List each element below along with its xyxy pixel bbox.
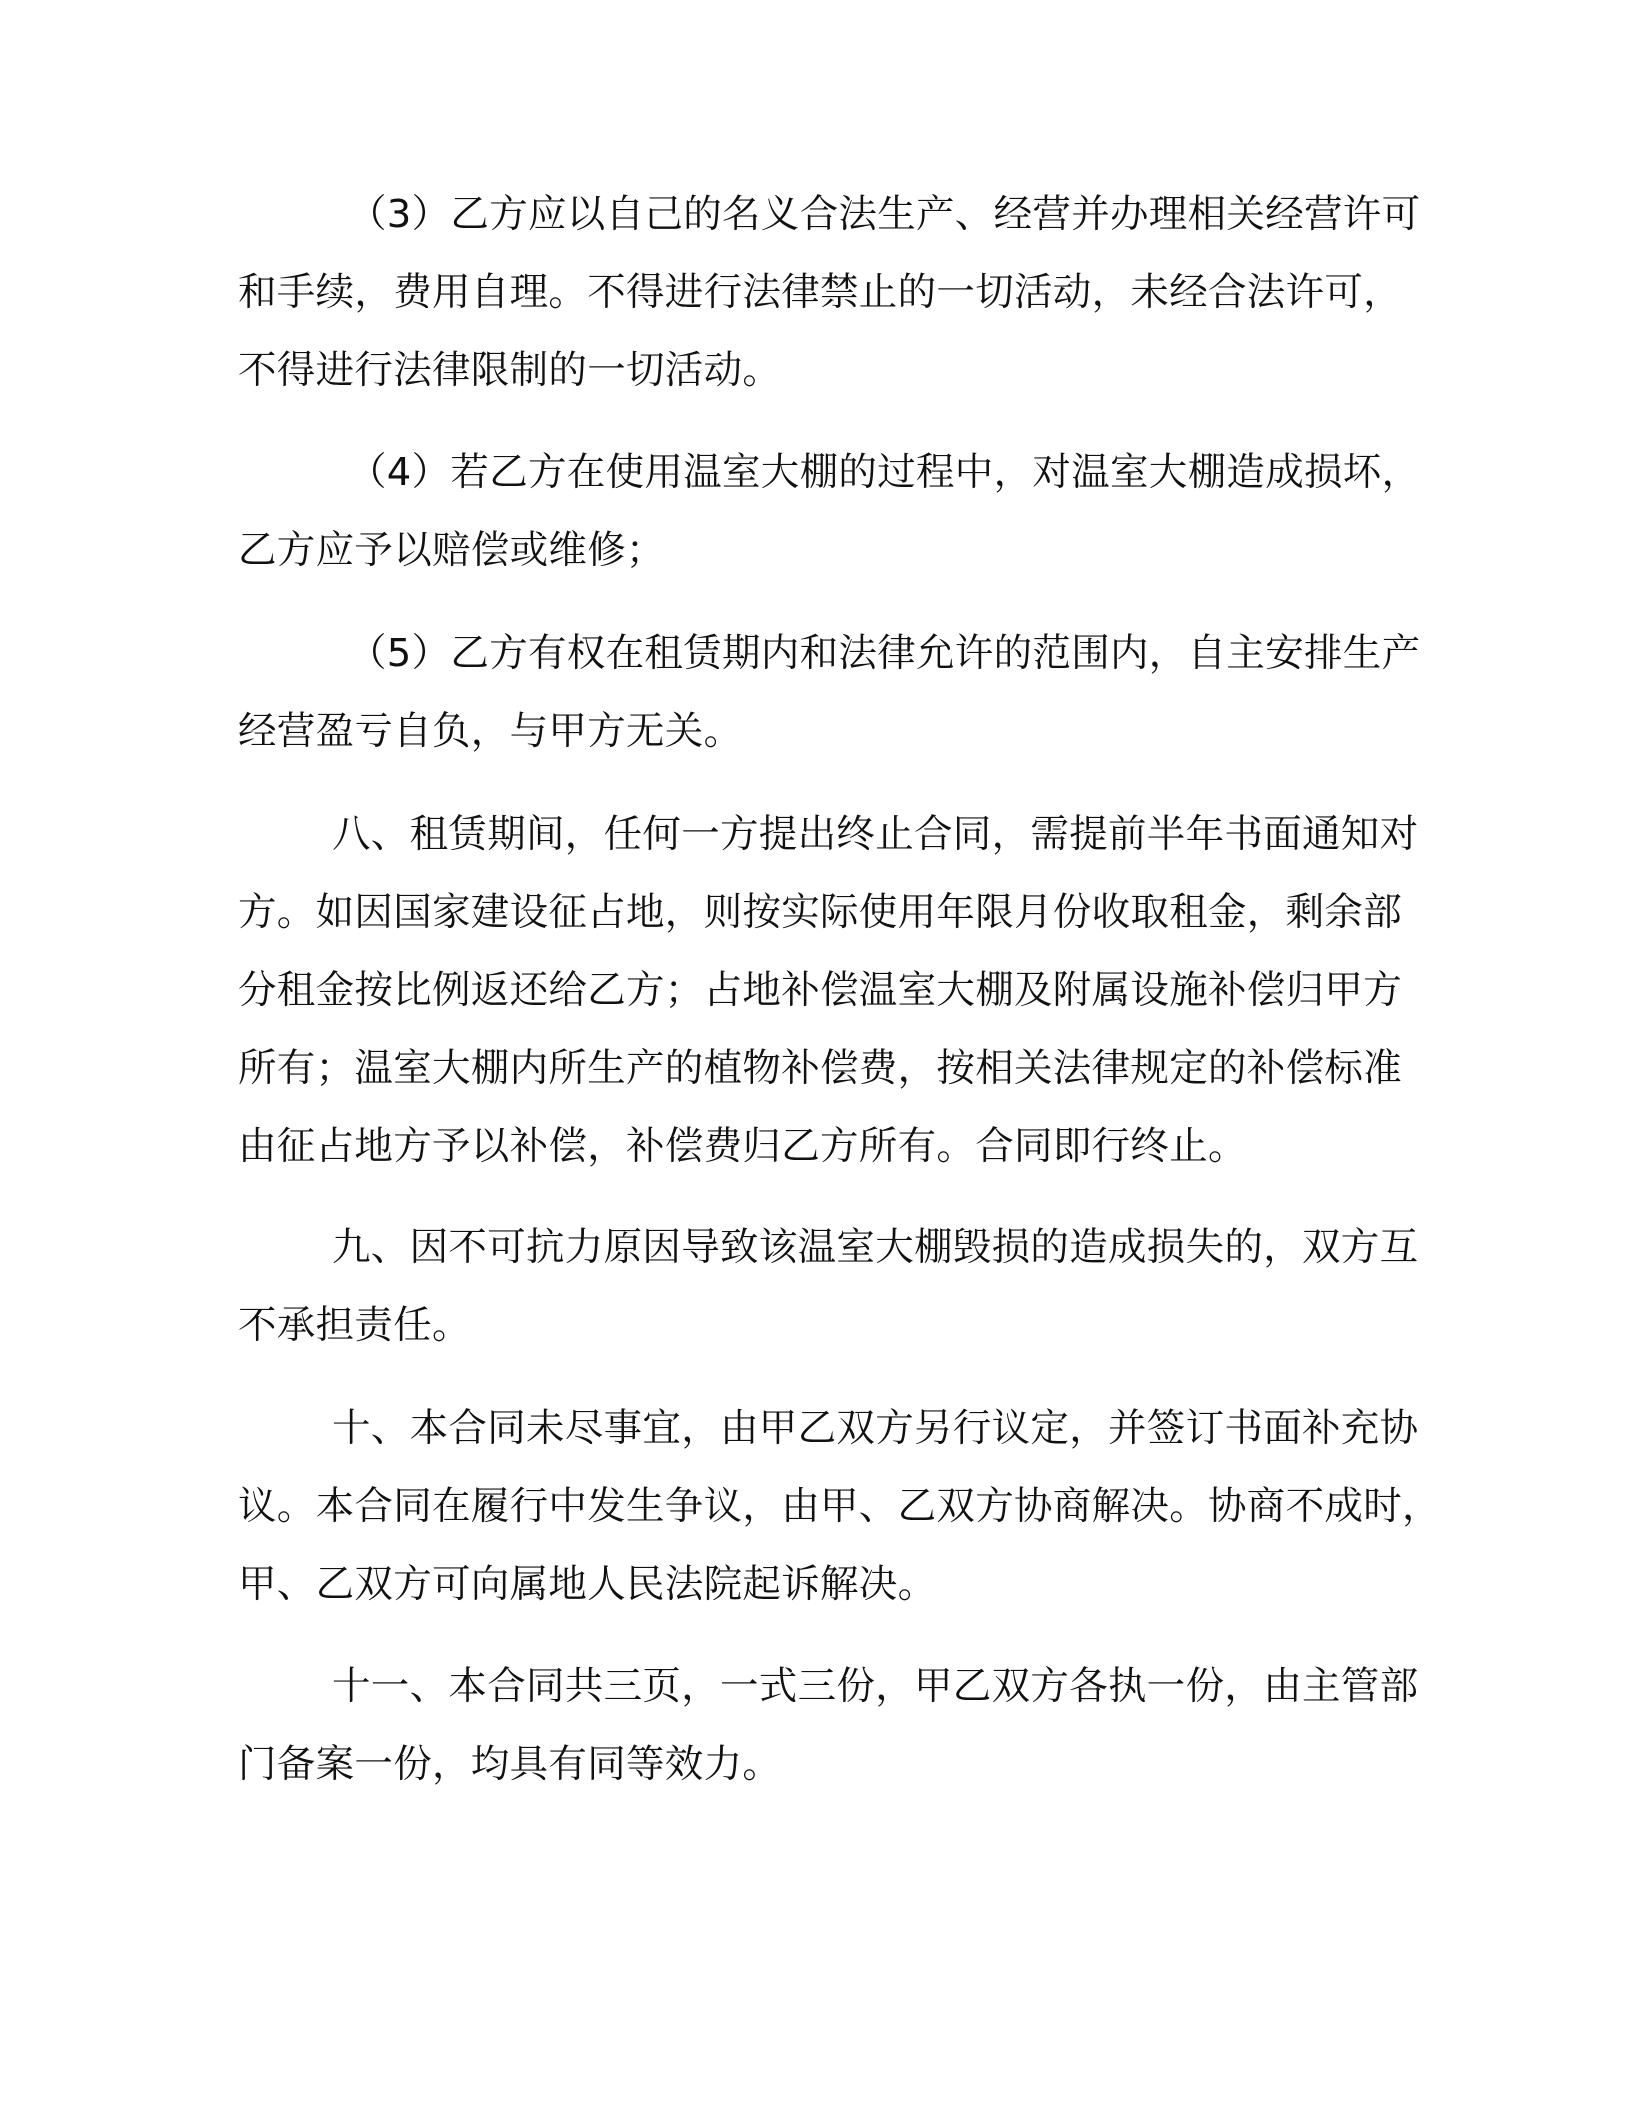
text-line: 门备案一份，均具有同等效力。: [238, 1742, 782, 1787]
clause-7-item-4: [238, 434, 1421, 590]
text-line: 乙方应予以赔偿或维修；: [238, 528, 665, 573]
text-line: 分租金按比例返还给乙方；占地补偿温室大棚及附属设施补偿归甲方: [238, 968, 1403, 1013]
text-line: 不得进行法律限制的一切活动。: [238, 348, 782, 393]
text-line: 十一、本合同共三页，一式三份，甲乙双方各执一份，由主管部: [332, 1664, 1419, 1709]
text-line: 经营盈亏自负，与甲方无关。: [238, 709, 743, 754]
text-line: 所有；温室大棚内所生产的植物补偿费，按相关法律规定的补偿标准: [238, 1046, 1403, 1091]
clause-11: [238, 1648, 1419, 1804]
text-line: 不承担责任。: [238, 1303, 471, 1348]
text-line: （3）乙方应以自己的名义合法生产、经营并办理相关经营许可: [348, 192, 1421, 237]
clause-8: [238, 796, 1419, 1186]
text-line: 方。如因国家建设征占地，则按实际使用年限月份收取租金，剩余部: [238, 890, 1403, 935]
clause-10: [238, 1390, 1441, 1624]
text-line: 由征占地方予以补偿，补偿费归乙方所有。合同即行终止。: [238, 1124, 1247, 1169]
text-line: 甲、乙双方可向属地人民法院起诉解决。: [238, 1562, 937, 1607]
text-line: 九、因不可抗力原因导致该温室大棚毁损的造成损失的，双方互: [332, 1225, 1419, 1270]
text-line: 八、租赁期间，任何一方提出终止合同，需提前半年书面通知对: [332, 812, 1419, 857]
clause-7-item-3: [238, 176, 1421, 410]
text-line: 和手续，费用自理。不得进行法律禁止的一切活动，未经合法许可，: [238, 270, 1403, 315]
text-line: 十、本合同未尽事宜，由甲乙双方另行议定，并签订书面补充协: [332, 1406, 1419, 1451]
clause-7-item-5: [238, 615, 1421, 771]
text-line: （5）乙方有权在租赁期内和法律允许的范围内，自主安排生产: [348, 631, 1421, 676]
text-line: 议。本合同在履行中发生争议，由甲、乙双方协商解决。协商不成时，: [238, 1484, 1441, 1529]
clause-9: [238, 1209, 1419, 1365]
text-line: （4）若乙方在使用温室大棚的过程中，对温室大棚造成损坏，: [348, 450, 1421, 495]
